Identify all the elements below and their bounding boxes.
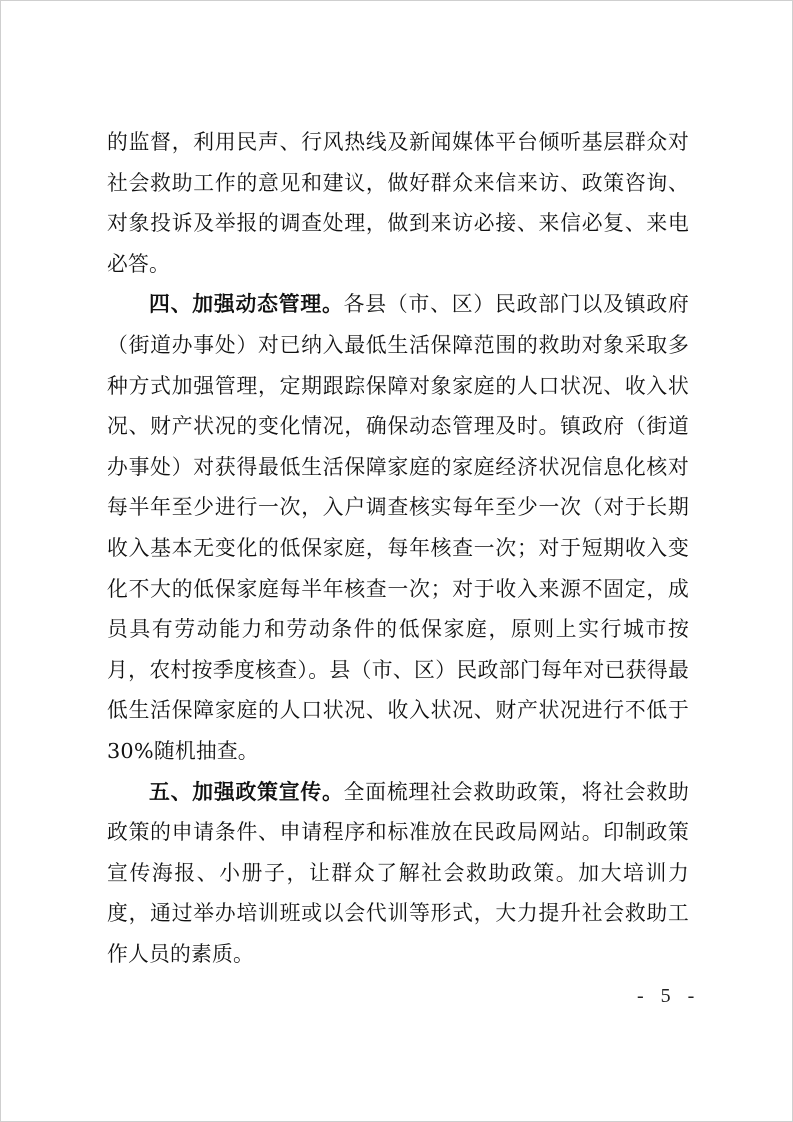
section-heading: 五、加强政策宣传。 <box>149 779 344 804</box>
document-body <box>107 122 689 974</box>
paragraph-dynamic-management <box>107 284 689 771</box>
page-number: - 5 - <box>637 985 701 1007</box>
paragraph-continuation <box>107 122 689 284</box>
paragraph-text: 全面梳理社会救助政策，将社会救助政策的申请条件、申请程序和标准放在民政局网站。印制政策宣传海报、小册子，让群众了解社会救助政策。加大培训力度，通过举办培训班或以会代训等形式，大力提升社会救助工作人员的素质。 <box>107 779 689 966</box>
section-heading: 四、加强动态管理。 <box>149 292 344 317</box>
paragraph-text: 各县（市、区）民政部门以及镇政府（街道办事处）对已纳入最低生活保障范围的救助对象采取多种方式加强管理，定期跟踪保障对象家庭的人口状况、收入状况、财产状况的变化情况，确保动态管理及时。镇政府（街道办事处）对获得最低生活保障家庭的家庭经济状况信息化核对每半年至少进行一次，入户调查核实每年至少一次（对于长期收入基本无变化的低保家庭，每年核查一次；对于短期收入变化不大的低保家庭每半年核查一次；对于收入来源不固定，成员具有劳动能力和劳动条件的低保家庭，原则上实行城市按月，农村按季度核查）。县（市、区）民政部门每年对已获得最低生活保障家庭的人口状况、收入状况、财产状况进行不低于30%随机抽查。 <box>107 292 689 763</box>
paragraph-text: 的监督，利用民声、行风热线及新闻媒体平台倾听基层群众对社会救助工作的意见和建议，做好群众来信来访、政策咨询、对象投诉及举报的调查处理，做到来访必接、来信必复、来电必答。 <box>107 130 689 276</box>
paragraph-policy-publicity <box>107 772 689 975</box>
